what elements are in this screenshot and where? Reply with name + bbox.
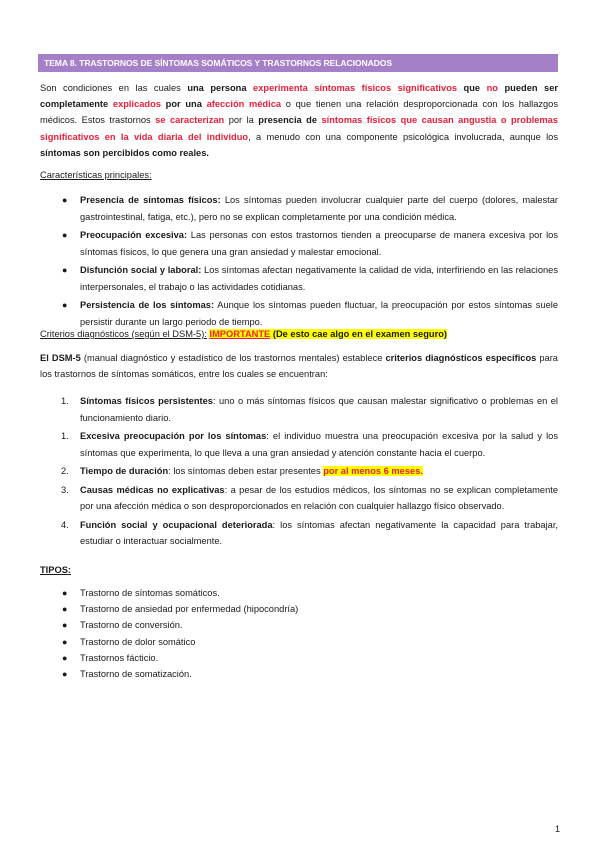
- list-item: [40, 227, 558, 260]
- list-item: [40, 650, 558, 666]
- intro-bold: que: [457, 83, 487, 93]
- criteria-intro-text: (manual diagnóstico y estadístico de los trastornos mentales) establece: [80, 353, 386, 363]
- item-text: Los síntomas afectan negativamente la calidad de vida, interfiriendo en las relaciones interpersonales, el trabajo o las actividades cotidianas.: [80, 265, 559, 292]
- bullet-icon: ●: [62, 265, 68, 275]
- bullet-icon: ●: [62, 230, 68, 240]
- list-item: [40, 634, 558, 650]
- item-text: Trastorno de ansiedad por enfermedad (hipocondría): [80, 604, 299, 615]
- item-label: Síntomas físicos persistentes: [80, 396, 213, 406]
- item-label: Disfunción social y laboral:: [80, 265, 202, 275]
- item-number: 2.: [61, 466, 69, 476]
- item-text: Trastorno de síntomas somáticos.: [80, 588, 220, 598]
- criteria-intro: [40, 350, 558, 382]
- page-title: TEMA 8. TRASTORNOS DE SÍNTOMAS SOMÁTICOS Y TRASTORNOS RELACIONADOS: [38, 54, 558, 72]
- item-label: Preocupación excesiva:: [80, 230, 188, 240]
- item-text: Las personas con estos trastornos tienden a preocuparse de manera excesiva por los síntomas físicos, lo que genera una gran ansiedad y malestar emocional.: [80, 230, 558, 257]
- list-item: [40, 192, 558, 225]
- intro-bold: una persona: [187, 83, 254, 93]
- list-item: [40, 463, 558, 480]
- item-text: Trastorno de conversión.: [80, 620, 183, 631]
- criteria-intro-text: para los trastornos de síntomas somáticos, entre los cuales se encuentran:: [40, 353, 558, 380]
- bullet-icon: ●: [62, 636, 68, 647]
- list-item: [40, 517, 558, 550]
- intro-paragraph: [40, 80, 558, 161]
- bullet-icon: ●: [62, 300, 68, 310]
- intro-red-bold: afección médica: [206, 99, 282, 110]
- criteria-heading: Criterios diagnósticos (según el DSM-5):: [40, 329, 207, 339]
- item-text: Trastorno de dolor somático: [80, 636, 196, 647]
- intro-red-bold: explicados: [112, 99, 161, 110]
- item-text: : a pesar de los estudios médicos, los síntomas no se explican completamente por una afección médica o son desproporcionados en relación con cualquier hallazgo físico observado.: [80, 484, 558, 511]
- item-text: : uno o más síntomas físicos que causan malestar significativo o problemas en el funcionamiento diario.: [80, 396, 558, 423]
- list-item: [40, 666, 558, 682]
- criteria-heading-line: [40, 327, 447, 341]
- intro-red-bold: se caracterizan: [155, 115, 225, 126]
- item-label: Presencia de síntomas físicos:: [80, 195, 221, 205]
- intro-bold: pueden ser completamente: [40, 83, 559, 110]
- list-item: [40, 262, 558, 295]
- intro-red-bold: no: [486, 83, 498, 93]
- item-text: Trastorno de somatización.: [80, 669, 192, 680]
- item-label: Tiempo de duración: [80, 466, 169, 476]
- item-label: Excesiva preocupación por los síntomas: [80, 431, 267, 441]
- intro-bold: síntomas son percibidos como reales.: [40, 147, 209, 158]
- item-number: 4.: [61, 519, 69, 530]
- intro-text: , a menudo con una componente psicológica involucrada, aunque los: [248, 131, 558, 142]
- bullet-icon: ●: [62, 588, 68, 598]
- characteristics-list: [40, 192, 558, 332]
- bullet-icon: ●: [62, 669, 68, 680]
- item-text: : los síntomas deben estar presentes: [168, 466, 324, 476]
- item-text: : el individuo muestra una preocupación excesiva por la salud y los síntomas que experimenta, lo que lleva a una gran ansiedad y atención constante hacia el cuerpo.: [80, 431, 558, 458]
- list-item: [40, 297, 558, 330]
- item-label: Función social y ocupacional deteriorada: [80, 519, 273, 530]
- page-number: 1: [554, 824, 560, 834]
- important-note-text: (De esto cae algo en el examen seguro): [272, 329, 447, 339]
- item-label: Causas médicas no explicativas: [80, 484, 225, 495]
- item-number: 1.: [61, 431, 69, 441]
- intro-red-bold: síntomas físicos que causan angustia o problemas significativos en la vida diaria del individuo: [40, 115, 558, 142]
- bullet-icon: ●: [62, 604, 68, 615]
- list-item: [40, 601, 558, 617]
- list-item: [40, 617, 558, 633]
- criteria-intro-bold: criterios diagnósticos específicos: [385, 353, 537, 363]
- intro-text: Son condiciones en las cuales: [40, 83, 188, 93]
- item-number: 3.: [61, 484, 69, 495]
- bullet-icon: ●: [62, 195, 68, 205]
- types-heading: TIPOS:: [40, 565, 71, 575]
- item-text: Los síntomas pueden involucrar cualquier parte del cuerpo (dolores, malestar gastrointestinal, fatiga, etc.), pero no se explican completamente por una condición médica.: [80, 195, 558, 222]
- list-item: [40, 482, 558, 515]
- intro-bold: presencia de: [258, 115, 318, 126]
- intro-red-bold: experimenta síntomas físicos significativos: [253, 83, 458, 93]
- criteria-list: [40, 393, 558, 552]
- intro-text: por la: [224, 115, 259, 126]
- item-text: Aunque los síntomas pueden fluctuar, la preocupación por estos síntomas suele persistir durante un largo periodo de tiempo.: [80, 300, 558, 327]
- item-text: : los síntomas afectan negativamente la capacidad para trabajar, estudiar o interactuar socialmente.: [80, 519, 559, 546]
- item-number: 1.: [61, 396, 69, 406]
- bullet-icon: ●: [62, 620, 68, 631]
- list-item: [40, 585, 558, 601]
- item-text: Trastornos fácticio.: [80, 652, 159, 663]
- highlighted-duration: por al menos 6 meses.: [323, 466, 423, 476]
- criteria-intro-bold: El DSM-5: [40, 353, 81, 363]
- item-label: Persistencia de los síntomas:: [80, 300, 215, 310]
- intro-bold: por una: [160, 99, 207, 110]
- important-note: [270, 329, 447, 339]
- bullet-icon: ●: [62, 652, 68, 663]
- list-item: [40, 393, 558, 426]
- important-label: IMPORTANTE: [209, 329, 271, 339]
- intro-text: o que tienen una relación desproporcionada con los hallazgos médicos. Estos trastornos: [40, 99, 559, 126]
- types-list: [40, 585, 558, 682]
- list-item: [40, 428, 558, 461]
- characteristics-heading: Características principales:: [40, 170, 152, 180]
